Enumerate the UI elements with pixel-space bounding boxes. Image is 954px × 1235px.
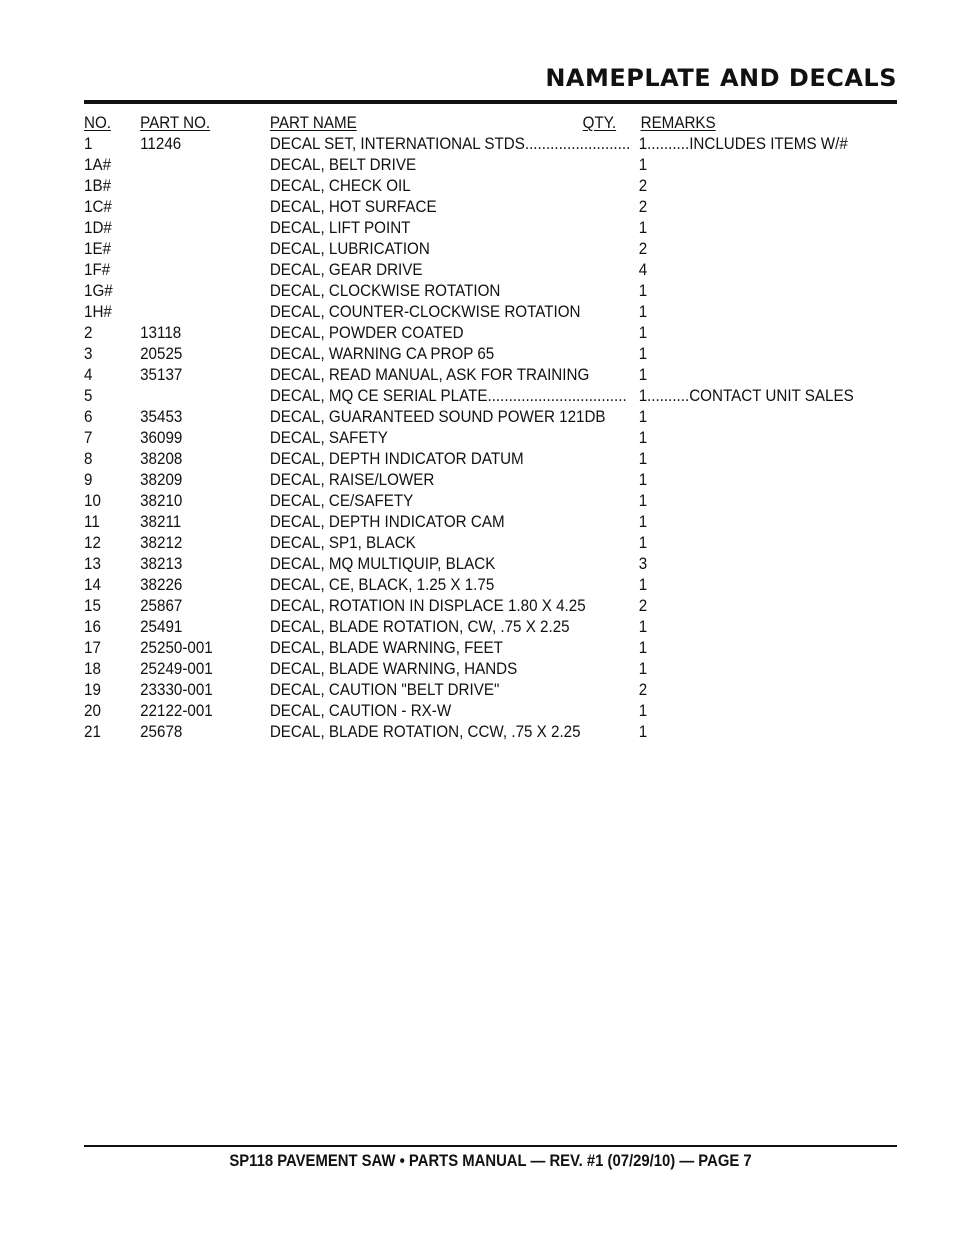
table-row <box>84 323 820 344</box>
row-remarks: ..........CONTACT UNIT SALES <box>647 387 854 405</box>
row-qty: 1 <box>638 576 648 594</box>
row-part-name: DECAL, READ MANUAL, ASK FOR TRAINING <box>269 366 590 384</box>
row-no: 2 <box>84 324 93 342</box>
row-part-name: DECAL, POWDER COATED <box>269 324 464 342</box>
row-part-name: DECAL, COUNTER-CLOCKWISE ROTATION <box>269 303 581 321</box>
row-no: 1H# <box>84 303 112 321</box>
table-row <box>84 218 820 239</box>
row-part-name: DECAL, BLADE ROTATION, CCW, .75 X 2.25 <box>269 723 581 741</box>
row-no: 1D# <box>84 219 112 237</box>
row-no: 3 <box>84 345 93 363</box>
table-row <box>84 134 848 155</box>
row-no: 1B# <box>84 177 112 195</box>
row-part-no: 25678 <box>140 723 183 741</box>
row-no: 16 <box>84 618 101 636</box>
row-part-no: 25249-001 <box>140 660 213 678</box>
row-part-no: 35137 <box>140 366 183 384</box>
row-qty: 1 <box>638 450 648 468</box>
footer-divider <box>84 1145 897 1147</box>
row-no: 13 <box>84 555 101 573</box>
table-row <box>84 302 820 323</box>
row-part-no: 22122-001 <box>140 702 213 720</box>
row-qty: 1 <box>638 387 648 405</box>
header-no: NO. <box>84 114 111 132</box>
page-title: NAMEPLATE AND DECALS <box>545 64 897 92</box>
table-row <box>84 533 820 554</box>
table-row <box>84 491 820 512</box>
row-no: 19 <box>84 681 101 699</box>
row-part-name: DECAL, BLADE WARNING, FEET <box>269 639 503 657</box>
row-qty: 1 <box>638 219 648 237</box>
row-part-name: DECAL, CE, BLACK, 1.25 X 1.75 <box>269 576 495 594</box>
row-qty: 1 <box>638 429 648 447</box>
table-row <box>84 176 820 197</box>
row-no: 15 <box>84 597 101 615</box>
row-part-name: DECAL, SP1, BLACK <box>269 534 416 552</box>
row-part-no: 38226 <box>140 576 183 594</box>
row-part-no: 38212 <box>140 534 183 552</box>
table-row <box>84 701 820 722</box>
row-qty: 1 <box>638 492 648 510</box>
row-remarks: ..........INCLUDES ITEMS W/# <box>647 135 848 153</box>
row-no: 1A# <box>84 156 112 174</box>
footer-text: SP118 PAVEMENT SAW • PARTS MANUAL — REV. #1 (07/29/10) — PAGE 7 <box>229 1152 752 1170</box>
row-qty: 1 <box>638 618 648 636</box>
row-part-name: DECAL, CLOCKWISE ROTATION <box>269 282 501 300</box>
row-no: 20 <box>84 702 101 720</box>
table-row <box>84 407 820 428</box>
row-qty: 1 <box>638 303 648 321</box>
row-no: 1G# <box>84 282 113 300</box>
table-row <box>84 512 820 533</box>
header-remarks: REMARKS <box>640 114 716 132</box>
row-qty: 2 <box>638 597 648 615</box>
row-part-no: 11246 <box>140 135 182 153</box>
table-row <box>84 386 854 407</box>
row-part-name: DECAL, HOT SURFACE <box>269 198 437 216</box>
row-no: 14 <box>84 576 101 594</box>
row-part-name: DECAL, MQ MULTIQUIP, BLACK <box>269 555 496 573</box>
row-qty: 1 <box>638 534 648 552</box>
row-qty: 1 <box>638 408 648 426</box>
row-no: 18 <box>84 660 101 678</box>
row-part-no: 38210 <box>140 492 183 510</box>
row-part-no: 36099 <box>140 429 183 447</box>
row-qty: 2 <box>638 177 648 195</box>
table-row <box>84 722 820 743</box>
row-no: 21 <box>84 723 101 741</box>
row-no: 7 <box>84 429 93 447</box>
row-no: 12 <box>84 534 101 552</box>
row-qty: 1 <box>638 702 648 720</box>
row-qty: 2 <box>638 240 648 258</box>
row-part-no: 25250-001 <box>140 639 213 657</box>
table-row <box>84 659 820 680</box>
row-part-name: DECAL, GEAR DRIVE <box>269 261 423 279</box>
row-no: 1F# <box>84 261 111 279</box>
row-no: 1 <box>84 135 93 153</box>
row-part-name: DECAL, RAISE/LOWER <box>269 471 435 489</box>
row-part-no: 13118 <box>140 324 182 342</box>
table-row <box>84 281 820 302</box>
row-part-name: DECAL, BLADE WARNING, HANDS <box>269 660 518 678</box>
row-qty: 2 <box>638 198 648 216</box>
row-part-no: 35453 <box>140 408 183 426</box>
title-divider <box>84 100 897 104</box>
row-no: 6 <box>84 408 93 426</box>
row-part-no: 38211 <box>140 513 182 531</box>
row-part-name: DECAL, ROTATION IN DISPLACE 1.80 X 4.25 <box>269 597 586 615</box>
header-qty: QTY. <box>582 114 617 132</box>
row-no: 4 <box>84 366 93 384</box>
row-part-no: 38208 <box>140 450 183 468</box>
row-no: 10 <box>84 492 101 510</box>
row-no: 9 <box>84 471 93 489</box>
row-part-name: DECAL, CHECK OIL <box>269 177 411 195</box>
table-row <box>84 365 820 386</box>
table-row <box>84 596 820 617</box>
row-part-name: DECAL, LIFT POINT <box>269 219 411 237</box>
row-part-name: DECAL, DEPTH INDICATOR CAM <box>269 513 505 531</box>
row-no: 11 <box>84 513 100 531</box>
row-qty: 1 <box>638 513 648 531</box>
row-part-name: DECAL, MQ CE SERIAL PLATE................................. <box>269 387 627 405</box>
table-row <box>84 344 820 365</box>
row-no: 1E# <box>84 240 112 258</box>
table-row <box>84 449 820 470</box>
row-part-name: DECAL, CAUTION "BELT DRIVE" <box>269 681 500 699</box>
row-qty: 4 <box>638 261 648 279</box>
row-part-name: DECAL, CE/SAFETY <box>269 492 414 510</box>
table-row <box>84 260 820 281</box>
row-no: 1C# <box>84 198 112 216</box>
row-part-name: DECAL, GUARANTEED SOUND POWER 121DB <box>269 408 606 426</box>
row-qty: 1 <box>638 324 648 342</box>
table-row <box>84 470 820 491</box>
table-row <box>84 155 820 176</box>
table-row <box>84 680 820 701</box>
table-row <box>84 638 820 659</box>
table-row <box>84 239 820 260</box>
row-qty: 1 <box>638 471 648 489</box>
row-qty: 1 <box>638 723 648 741</box>
row-qty: 1 <box>638 135 648 153</box>
row-part-no: 38209 <box>140 471 183 489</box>
row-part-no: 25491 <box>140 618 183 636</box>
row-part-name: DECAL, CAUTION - RX-W <box>269 702 452 720</box>
row-part-no: 23330-001 <box>140 681 213 699</box>
row-qty: 2 <box>638 681 648 699</box>
table-body <box>84 134 884 743</box>
row-qty: 1 <box>638 639 648 657</box>
row-qty: 1 <box>638 660 648 678</box>
row-qty: 1 <box>638 345 648 363</box>
table-row <box>84 197 820 218</box>
row-qty: 3 <box>638 555 648 573</box>
row-no: 5 <box>84 387 93 405</box>
table-row <box>84 428 820 449</box>
header-part-no: PART NO. <box>140 114 211 132</box>
row-part-name: DECAL, SAFETY <box>269 429 388 447</box>
row-qty: 1 <box>638 282 648 300</box>
row-no: 8 <box>84 450 93 468</box>
row-part-name: DECAL, BLADE ROTATION, CW, .75 X 2.25 <box>269 618 570 636</box>
header-part-name: PART NAME <box>269 114 357 132</box>
row-part-name: DECAL, DEPTH INDICATOR DATUM <box>269 450 524 468</box>
row-qty: 1 <box>638 156 648 174</box>
row-part-no: 38213 <box>140 555 183 573</box>
row-part-name: DECAL SET, INTERNATIONAL STDS......................... <box>269 135 631 153</box>
row-qty: 1 <box>638 366 648 384</box>
row-part-no: 25867 <box>140 597 183 615</box>
row-part-name: DECAL, LUBRICATION <box>269 240 430 258</box>
table-row <box>84 617 820 638</box>
table-row <box>84 575 820 596</box>
row-part-no: 20525 <box>140 345 183 363</box>
table-row <box>84 554 820 575</box>
table-header-row <box>84 113 820 134</box>
parts-table <box>84 113 884 743</box>
row-part-name: DECAL, BELT DRIVE <box>269 156 417 174</box>
row-no: 17 <box>84 639 101 657</box>
row-part-name: DECAL, WARNING CA PROP 65 <box>269 345 495 363</box>
